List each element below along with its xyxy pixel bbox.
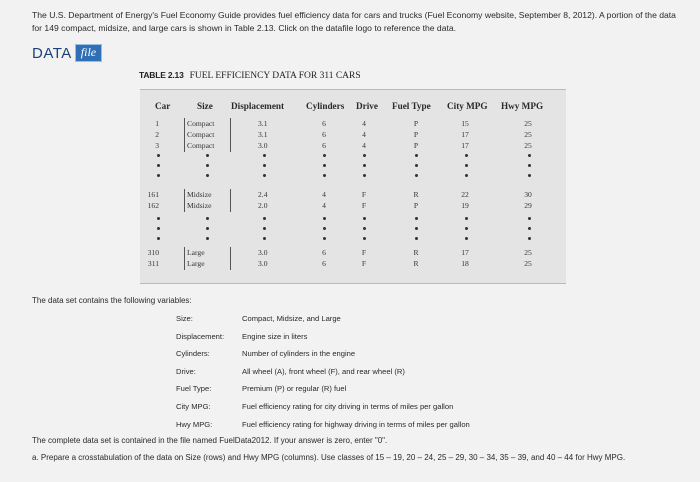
col-header-hwy-mpg: Hwy MPG: [501, 101, 544, 111]
table-cell: 3.0: [258, 248, 268, 257]
ellipsis-dot: [263, 174, 266, 177]
ellipsis-dot: [415, 154, 418, 157]
size-group-bar: [184, 118, 185, 152]
table-cell: 6: [322, 141, 326, 150]
ellipsis-dot: [465, 174, 468, 177]
table-cell: Compact: [187, 141, 215, 150]
table-cell: F: [361, 259, 367, 268]
ellipsis-dot: [206, 154, 209, 157]
table-cell: R: [413, 248, 419, 257]
table-cell: P: [413, 141, 419, 150]
table-cell: Large: [187, 248, 205, 257]
variable-description: All wheel (A), front wheel (F), and rear wheel (R): [242, 367, 405, 376]
ellipsis-dot: [157, 217, 160, 220]
ellipsis-dot: [415, 237, 418, 240]
table-cell: P: [413, 130, 419, 139]
table-cell: 162: [147, 201, 159, 210]
variable-name: Hwy MPG:: [176, 420, 213, 429]
table-cell: 18: [461, 259, 469, 268]
variable-name: City MPG:: [176, 402, 211, 411]
table-cell: 19: [461, 201, 469, 210]
ellipsis-dot: [465, 237, 468, 240]
ellipsis-dot: [157, 227, 160, 230]
ellipsis-dot: [465, 164, 468, 167]
variable-description: Engine size in liters: [242, 332, 308, 341]
ellipsis-dot: [465, 227, 468, 230]
ellipsis-dot: [415, 217, 418, 220]
table-cell: 25: [524, 130, 532, 139]
ellipsis-dot: [157, 154, 160, 157]
ellipsis-dot: [363, 154, 366, 157]
ellipsis-dot: [465, 154, 468, 157]
size-group-bar: [230, 118, 231, 152]
ellipsis-dot: [263, 217, 266, 220]
table-cell: 3.1: [258, 130, 268, 139]
datafile-logo[interactable]: [32, 44, 102, 62]
table-cell: 4: [322, 190, 326, 199]
table-cell: 29: [524, 201, 532, 210]
ellipsis-dot: [528, 174, 531, 177]
table-cell: 6: [322, 119, 326, 128]
ellipsis-dot: [528, 237, 531, 240]
ellipsis-dot: [363, 227, 366, 230]
table-cell: 17: [461, 248, 469, 257]
variable-name: Drive:: [176, 367, 196, 376]
ellipsis-dot: [263, 154, 266, 157]
ellipsis-dot: [415, 174, 418, 177]
ellipsis-dot: [263, 227, 266, 230]
table-cell: Large: [187, 259, 205, 268]
table-cell: R: [413, 190, 419, 199]
table-cell: 25: [524, 248, 532, 257]
ellipsis-dot: [323, 164, 326, 167]
table-cell: 22: [461, 190, 469, 199]
table-cell: F: [361, 201, 367, 210]
variable-description: Fuel efficiency rating for highway driving in terms of miles per gallon: [242, 420, 470, 429]
ellipsis-dot: [363, 174, 366, 177]
ellipsis-dot: [323, 227, 326, 230]
ellipsis-dot: [363, 237, 366, 240]
ellipsis-dot: [528, 217, 531, 220]
table-cell: 2: [155, 130, 159, 139]
size-group-bar: [230, 189, 231, 212]
intro-paragraph: The U.S. Department of Energy's Fuel Economy Guide provides fuel efficiency data for cars and trucks (Fuel Economy website, September 8, 2012). A portion of the data for 149 compact, midsize, and large cars is shown in Table 2.13. Click on the datafile logo to reference the data.: [32, 10, 676, 33]
ellipsis-dot: [323, 237, 326, 240]
variable-name: Fuel Type:: [176, 384, 212, 393]
ellipsis-dot: [206, 174, 209, 177]
ellipsis-dot: [206, 217, 209, 220]
table-cell: 4: [322, 201, 326, 210]
table-cell: 2.4: [258, 190, 268, 199]
table-cell: 3.0: [258, 141, 268, 150]
question-a: a. Prepare a crosstabulation of the data on Size (rows) and Hwy MPG (columns). Use classes of 15 – 19, 20 – 24, 25 – 29, 30 – 34, 35 – 39, and 40 – 44 for Hwy MPG.: [32, 453, 626, 462]
table-cell: 17: [461, 141, 469, 150]
fuel-efficiency-table: [140, 89, 566, 284]
variable-description: Compact, Midsize, and Large: [242, 314, 341, 323]
ellipsis-dot: [323, 174, 326, 177]
ellipsis-dot: [528, 154, 531, 157]
table-cell: 17: [461, 130, 469, 139]
table-cell: R: [413, 259, 419, 268]
ellipsis-dot: [528, 164, 531, 167]
table-cell: 1: [155, 119, 159, 128]
ellipsis-dot: [363, 217, 366, 220]
ellipsis-dot: [263, 237, 266, 240]
size-group-bar: [230, 247, 231, 270]
complete-data-note: The complete data set is contained in the file named FuelData2012. If your answer is zero, enter "0".: [32, 436, 388, 445]
col-header-drive: Drive: [356, 101, 378, 111]
ellipsis-dot: [528, 227, 531, 230]
table-cell: 6: [322, 259, 326, 268]
table-cell: 4: [362, 119, 366, 128]
variable-description: Number of cylinders in the engine: [242, 349, 356, 358]
size-group-bar: [184, 247, 185, 270]
ellipsis-dot: [323, 154, 326, 157]
table-cell: 3.0: [258, 259, 268, 268]
table-cell: 4: [362, 141, 366, 150]
table-cell: 161: [147, 190, 159, 199]
table-cell: 4: [362, 130, 366, 139]
table-cell: 310: [147, 248, 159, 257]
ellipsis-dot: [157, 237, 160, 240]
col-header-cylinders: Cylinders: [306, 101, 345, 111]
table-cell: 2.0: [258, 201, 268, 210]
table-cell: P: [413, 119, 419, 128]
table-cell: Midsize: [187, 190, 212, 199]
ellipsis-dot: [415, 227, 418, 230]
variables-intro: The data set contains the following variables:: [32, 296, 192, 305]
datafile-tag: file: [75, 44, 102, 62]
table-cell: 15: [461, 119, 469, 128]
ellipsis-dot: [465, 217, 468, 220]
table-cell: Midsize: [187, 201, 212, 210]
table-cell: 25: [524, 141, 532, 150]
table-cell: 311: [147, 259, 159, 268]
col-header-size: Size: [197, 101, 213, 111]
ellipsis-dot: [323, 217, 326, 220]
ellipsis-dot: [206, 227, 209, 230]
table-cell: F: [361, 248, 367, 257]
variable-description: Fuel efficiency rating for city driving in terms of miles per gallon: [242, 402, 454, 411]
variable-name: Cylinders:: [176, 349, 210, 358]
col-header-car: Car: [155, 101, 171, 111]
ellipsis-dot: [206, 237, 209, 240]
table-cell: 3: [155, 141, 159, 150]
variable-name: Displacement:: [176, 332, 225, 341]
table-cell: 25: [524, 119, 532, 128]
table-cell: Compact: [187, 119, 215, 128]
table-cell: 25: [524, 259, 532, 268]
table-cell: Compact: [187, 130, 215, 139]
col-header-displacement: Displacement: [231, 101, 285, 111]
variable-description: Premium (P) or regular (R) fuel: [242, 384, 347, 393]
table-label: TABLE 2.13: [139, 70, 184, 80]
size-group-bar: [184, 189, 185, 212]
table-cell: P: [413, 201, 419, 210]
ellipsis-dot: [415, 164, 418, 167]
ellipsis-dot: [263, 164, 266, 167]
table-title-text: FUEL EFFICIENCY DATA FOR 311 CARS: [189, 71, 361, 81]
ellipsis-dot: [363, 164, 366, 167]
col-header-fuel-type: Fuel Type: [392, 101, 431, 111]
ellipsis-dot: [206, 164, 209, 167]
table-cell: 30: [524, 190, 532, 199]
ellipsis-dot: [157, 174, 160, 177]
ellipsis-dot: [157, 164, 160, 167]
datafile-word: DATA: [32, 44, 72, 62]
table-cell: F: [361, 190, 367, 199]
col-header-city-mpg: City MPG: [447, 101, 488, 111]
table-cell: 6: [322, 248, 326, 257]
variable-name: Size:: [176, 314, 193, 323]
table-cell: 6: [322, 130, 326, 139]
table-cell: 3.1: [258, 119, 268, 128]
table-title: [139, 70, 361, 81]
